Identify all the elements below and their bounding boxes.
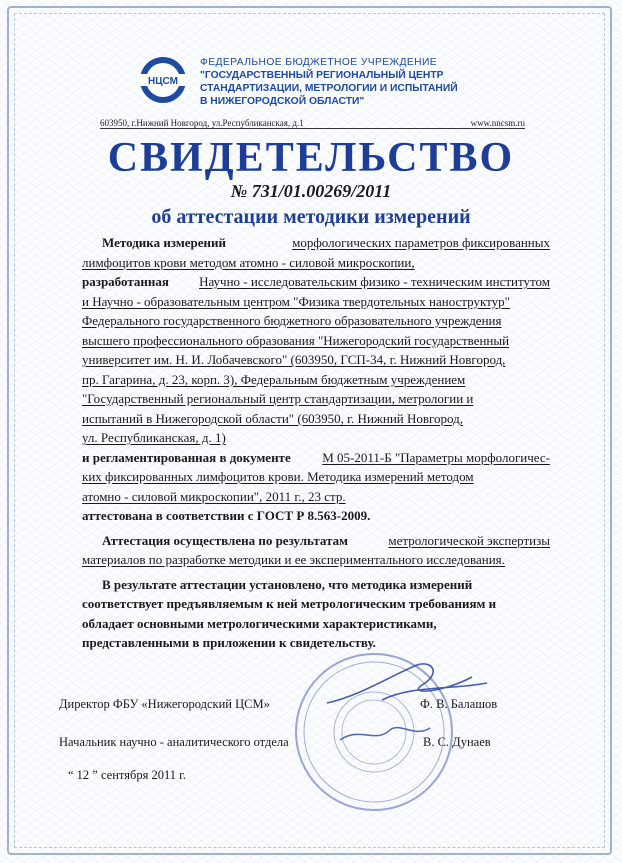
developed-text: Научно - исследовательским физико - техническим институтом bbox=[199, 274, 550, 289]
developed-text: Федерального государственного бюджетного образовательного учреждения bbox=[82, 313, 502, 328]
developed-label: разработанная bbox=[82, 274, 169, 289]
body-line bbox=[82, 233, 550, 253]
body-line bbox=[82, 531, 550, 551]
developed-text: "Государственный региональный центр стандартизации, метрологии и bbox=[82, 391, 474, 406]
developed-text: ул. Республиканская, д. 1) bbox=[82, 430, 226, 445]
method-text: морфологических параметров фиксированных bbox=[292, 235, 550, 250]
org-line-3: СТАНДАРТИЗАЦИИ, МЕТРОЛОГИИ И ИСПЫТАНИЙ bbox=[200, 83, 458, 94]
performed-text: материалов по разработке методики и ее экспериментального исследования. bbox=[82, 552, 505, 567]
result-text: обладает основными метрологическими характеристиками, bbox=[82, 615, 437, 631]
org-line-1: ФЕДЕРАЛЬНОЕ БЮДЖЕТНОЕ УЧРЕЖДЕНИЕ bbox=[200, 57, 438, 68]
org-address: 603950, г.Нижний Новгород, ул.Республиканская, д.1 bbox=[100, 118, 304, 128]
ncsm-logo-icon bbox=[138, 55, 188, 105]
organization-name bbox=[200, 56, 520, 108]
body-line bbox=[82, 272, 550, 292]
developed-text: пр. Гагарина, д. 23, корп. 3), Федеральным бюджетным учреждением bbox=[82, 371, 466, 387]
logo-text: НЦСМ bbox=[148, 76, 178, 87]
certificate-number: № 731/01.00269/2011 bbox=[230, 181, 392, 201]
head-signature-icon bbox=[335, 718, 435, 748]
developed-text: и Научно - образовательным центром "Физика твердотельных наноструктур" bbox=[82, 293, 510, 309]
document-subtitle: об аттестации методики измерений bbox=[151, 206, 471, 228]
regulated-text: М 05-2011-Б "Параметры морфологичес- bbox=[322, 449, 550, 465]
method-text: лимфоцитов крови методом атомно - силовой микроскопии, bbox=[82, 254, 415, 270]
regulated-text: атомно - силовой микроскопии", 2011 г., 23 стр. bbox=[82, 488, 346, 504]
issue-date: “ 12 ” сентября 2011 г. bbox=[68, 768, 186, 782]
org-line-2: "ГОСУДАРСТВЕННЫЙ РЕГИОНАЛЬНЫЙ ЦЕНТР bbox=[200, 70, 444, 81]
developed-text: университет им. Н. И. Лобачевского" (603950, ГСП-34, г. Нижний Новгород, bbox=[82, 352, 506, 367]
org-website: www.nncsm.ru bbox=[470, 118, 525, 128]
document-title: СВИДЕТЕЛЬСТВО bbox=[107, 135, 515, 181]
method-label: Методика измерений bbox=[102, 235, 226, 250]
certified-statement: аттестована в соответствии с ГОСТ Р 8.563-2009. bbox=[82, 508, 371, 523]
developed-text: высшего профессионального образования "Нижегородский государственный bbox=[82, 332, 510, 348]
head-name: В. С. Дунаев bbox=[423, 735, 491, 749]
regulated-label: и регламентированная в документе bbox=[82, 449, 291, 465]
header-divider bbox=[100, 128, 525, 129]
director-name: Ф. В. Балашов bbox=[420, 697, 498, 711]
certificate-body bbox=[82, 233, 550, 653]
address-row bbox=[100, 118, 525, 128]
performed-text: метрологической экспертизы bbox=[388, 532, 550, 548]
head-title: Начальник научно - аналитического отдела bbox=[59, 735, 289, 749]
result-text: соответствует предъявляемым к ней метрологическим требованиям и bbox=[82, 596, 497, 611]
director-title: Директор ФБУ «Нижегородский ЦСМ» bbox=[59, 697, 270, 711]
performed-label: Аттестация осуществлена по результатам bbox=[102, 532, 348, 548]
developed-text: испытаний в Нижегородской области" (603950, г. Нижний Новгород, bbox=[82, 410, 464, 426]
result-text: В результате аттестации установлено, что методика измерений bbox=[102, 576, 473, 592]
regulated-text: ких фиксированных лимфоцитов крови. Методика измерений методом bbox=[82, 469, 474, 484]
org-line-4: В НИЖЕГОРОДСКОЙ ОБЛАСТИ" bbox=[200, 96, 365, 107]
body-line bbox=[82, 448, 550, 468]
result-text: представленными в приложении к свидетельству. bbox=[82, 635, 376, 650]
